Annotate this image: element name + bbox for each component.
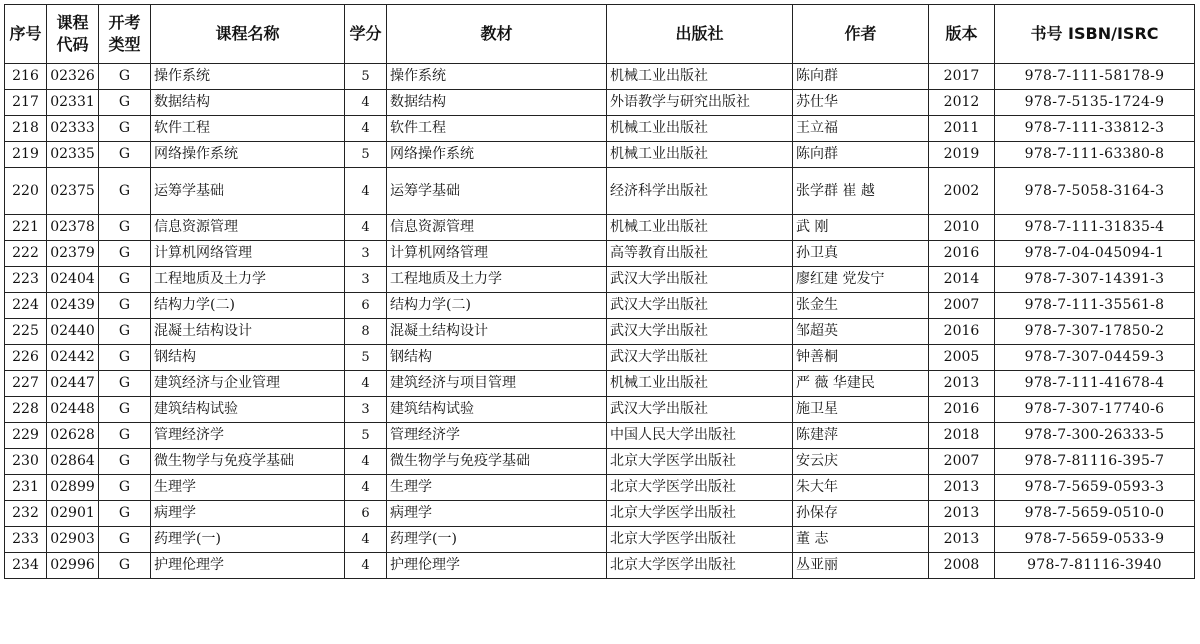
cell-credit: 4 xyxy=(345,449,387,475)
cell-code: 02901 xyxy=(47,501,99,527)
table-row xyxy=(5,475,1195,501)
cell-publisher: 武汉大学出版社 xyxy=(607,267,793,293)
table-row xyxy=(5,397,1195,423)
cell-isbn: 978-7-111-35561-8 xyxy=(995,293,1195,319)
cell-credit: 4 xyxy=(345,475,387,501)
cell-author: 王立福 xyxy=(793,116,929,142)
cell-edition: 2016 xyxy=(929,397,995,423)
cell-publisher: 经济科学出版社 xyxy=(607,168,793,215)
cell-edition: 2008 xyxy=(929,553,995,579)
cell-publisher: 中国人民大学出版社 xyxy=(607,423,793,449)
table-row xyxy=(5,90,1195,116)
cell-credit: 5 xyxy=(345,142,387,168)
cell-seq: 225 xyxy=(5,319,47,345)
cell-author: 苏仕华 xyxy=(793,90,929,116)
cell-edition: 2011 xyxy=(929,116,995,142)
cell-exam-type: G xyxy=(99,116,151,142)
cell-isbn: 978-7-111-33812-3 xyxy=(995,116,1195,142)
cell-author: 张金生 xyxy=(793,293,929,319)
table-row xyxy=(5,345,1195,371)
cell-exam-type: G xyxy=(99,90,151,116)
cell-code: 02335 xyxy=(47,142,99,168)
cell-author: 张学群 崔 越 xyxy=(793,168,929,215)
cell-textbook: 混凝土结构设计 xyxy=(387,319,607,345)
cell-textbook: 计算机网络管理 xyxy=(387,241,607,267)
cell-code: 02326 xyxy=(47,64,99,90)
cell-edition: 2012 xyxy=(929,90,995,116)
cell-author: 朱大年 xyxy=(793,475,929,501)
cell-credit: 4 xyxy=(345,553,387,579)
cell-author: 施卫星 xyxy=(793,397,929,423)
cell-seq: 219 xyxy=(5,142,47,168)
cell-isbn: 978-7-111-63380-8 xyxy=(995,142,1195,168)
cell-exam-type: G xyxy=(99,64,151,90)
course-table-container xyxy=(4,4,1195,579)
header-edition: 版本 xyxy=(929,5,995,64)
cell-publisher: 机械工业出版社 xyxy=(607,142,793,168)
cell-exam-type: G xyxy=(99,397,151,423)
cell-exam-type: G xyxy=(99,449,151,475)
cell-seq: 217 xyxy=(5,90,47,116)
header-code-line1: 课程 xyxy=(56,13,89,32)
cell-exam-type: G xyxy=(99,553,151,579)
cell-publisher: 武汉大学出版社 xyxy=(607,319,793,345)
cell-publisher: 外语教学与研究出版社 xyxy=(607,90,793,116)
cell-course-name: 建筑经济与企业管理 xyxy=(151,371,345,397)
cell-exam-type: G xyxy=(99,423,151,449)
cell-course-name: 网络操作系统 xyxy=(151,142,345,168)
cell-textbook: 运筹学基础 xyxy=(387,168,607,215)
cell-author: 陈向群 xyxy=(793,64,929,90)
cell-course-name: 生理学 xyxy=(151,475,345,501)
cell-code: 02378 xyxy=(47,215,99,241)
table-row xyxy=(5,371,1195,397)
header-exam-type-line2: 类型 xyxy=(108,35,141,54)
cell-edition: 2010 xyxy=(929,215,995,241)
cell-credit: 5 xyxy=(345,345,387,371)
cell-course-name: 操作系统 xyxy=(151,64,345,90)
cell-code: 02439 xyxy=(47,293,99,319)
table-row xyxy=(5,293,1195,319)
cell-seq: 222 xyxy=(5,241,47,267)
cell-textbook: 网络操作系统 xyxy=(387,142,607,168)
cell-code: 02440 xyxy=(47,319,99,345)
cell-edition: 2013 xyxy=(929,475,995,501)
cell-course-name: 微生物学与免疫学基础 xyxy=(151,449,345,475)
cell-code: 02996 xyxy=(47,553,99,579)
cell-exam-type: G xyxy=(99,241,151,267)
cell-publisher: 武汉大学出版社 xyxy=(607,293,793,319)
cell-textbook: 生理学 xyxy=(387,475,607,501)
cell-edition: 2007 xyxy=(929,293,995,319)
cell-exam-type: G xyxy=(99,168,151,215)
cell-exam-type: G xyxy=(99,371,151,397)
cell-edition: 2016 xyxy=(929,241,995,267)
cell-code: 02333 xyxy=(47,116,99,142)
cell-course-name: 药理学(一) xyxy=(151,527,345,553)
cell-isbn: 978-7-04-045094-1 xyxy=(995,241,1195,267)
cell-exam-type: G xyxy=(99,475,151,501)
cell-exam-type: G xyxy=(99,501,151,527)
cell-edition: 2018 xyxy=(929,423,995,449)
cell-author: 安云庆 xyxy=(793,449,929,475)
cell-credit: 4 xyxy=(345,168,387,215)
table-row xyxy=(5,423,1195,449)
cell-credit: 4 xyxy=(345,90,387,116)
cell-code: 02903 xyxy=(47,527,99,553)
cell-credit: 5 xyxy=(345,423,387,449)
cell-exam-type: G xyxy=(99,267,151,293)
cell-textbook: 建筑结构试验 xyxy=(387,397,607,423)
header-code-line2: 代码 xyxy=(56,35,89,54)
cell-textbook: 软件工程 xyxy=(387,116,607,142)
cell-seq: 233 xyxy=(5,527,47,553)
cell-edition: 2014 xyxy=(929,267,995,293)
cell-exam-type: G xyxy=(99,345,151,371)
cell-edition: 2005 xyxy=(929,345,995,371)
cell-credit: 4 xyxy=(345,527,387,553)
course-textbook-table xyxy=(4,4,1195,579)
table-row xyxy=(5,553,1195,579)
cell-isbn: 978-7-81116-395-7 xyxy=(995,449,1195,475)
cell-publisher: 机械工业出版社 xyxy=(607,116,793,142)
cell-textbook: 建筑经济与项目管理 xyxy=(387,371,607,397)
table-row xyxy=(5,501,1195,527)
cell-seq: 232 xyxy=(5,501,47,527)
cell-code: 02379 xyxy=(47,241,99,267)
cell-isbn: 978-7-111-58178-9 xyxy=(995,64,1195,90)
cell-isbn: 978-7-307-14391-3 xyxy=(995,267,1195,293)
cell-course-name: 钢结构 xyxy=(151,345,345,371)
cell-course-name: 结构力学(二) xyxy=(151,293,345,319)
cell-credit: 3 xyxy=(345,241,387,267)
cell-textbook: 数据结构 xyxy=(387,90,607,116)
cell-publisher: 机械工业出版社 xyxy=(607,64,793,90)
cell-textbook: 病理学 xyxy=(387,501,607,527)
cell-seq: 231 xyxy=(5,475,47,501)
cell-course-name: 信息资源管理 xyxy=(151,215,345,241)
cell-publisher: 北京大学医学出版社 xyxy=(607,449,793,475)
cell-textbook: 工程地质及土力学 xyxy=(387,267,607,293)
table-row xyxy=(5,215,1195,241)
cell-seq: 226 xyxy=(5,345,47,371)
cell-seq: 216 xyxy=(5,64,47,90)
cell-author: 钟善桐 xyxy=(793,345,929,371)
cell-course-name: 管理经济学 xyxy=(151,423,345,449)
cell-seq: 234 xyxy=(5,553,47,579)
cell-isbn: 978-7-300-26333-5 xyxy=(995,423,1195,449)
cell-seq: 229 xyxy=(5,423,47,449)
cell-edition: 2007 xyxy=(929,449,995,475)
cell-code: 02447 xyxy=(47,371,99,397)
cell-course-name: 运筹学基础 xyxy=(151,168,345,215)
cell-course-name: 混凝土结构设计 xyxy=(151,319,345,345)
cell-code: 02448 xyxy=(47,397,99,423)
cell-course-name: 建筑结构试验 xyxy=(151,397,345,423)
cell-edition: 2019 xyxy=(929,142,995,168)
cell-code: 02864 xyxy=(47,449,99,475)
cell-exam-type: G xyxy=(99,293,151,319)
cell-publisher: 武汉大学出版社 xyxy=(607,345,793,371)
cell-isbn: 978-7-307-04459-3 xyxy=(995,345,1195,371)
cell-code: 02375 xyxy=(47,168,99,215)
cell-credit: 6 xyxy=(345,293,387,319)
cell-isbn: 978-7-5659-0593-3 xyxy=(995,475,1195,501)
cell-publisher: 北京大学医学出版社 xyxy=(607,475,793,501)
cell-credit: 6 xyxy=(345,501,387,527)
cell-publisher: 武汉大学出版社 xyxy=(607,397,793,423)
cell-seq: 228 xyxy=(5,397,47,423)
cell-exam-type: G xyxy=(99,215,151,241)
cell-exam-type: G xyxy=(99,527,151,553)
cell-edition: 2013 xyxy=(929,501,995,527)
cell-credit: 4 xyxy=(345,371,387,397)
cell-author: 严 薇 华建民 xyxy=(793,371,929,397)
cell-publisher: 高等教育出版社 xyxy=(607,241,793,267)
header-publisher: 出版社 xyxy=(607,5,793,64)
cell-course-name: 病理学 xyxy=(151,501,345,527)
cell-isbn: 978-7-5135-1724-9 xyxy=(995,90,1195,116)
cell-textbook: 微生物学与免疫学基础 xyxy=(387,449,607,475)
header-textbook: 教材 xyxy=(387,5,607,64)
cell-publisher: 北京大学医学出版社 xyxy=(607,527,793,553)
cell-isbn: 978-7-5659-0533-9 xyxy=(995,527,1195,553)
cell-credit: 3 xyxy=(345,397,387,423)
cell-credit: 3 xyxy=(345,267,387,293)
cell-exam-type: G xyxy=(99,319,151,345)
cell-author: 丛亚丽 xyxy=(793,553,929,579)
cell-seq: 218 xyxy=(5,116,47,142)
cell-author: 陈建萍 xyxy=(793,423,929,449)
cell-publisher: 机械工业出版社 xyxy=(607,215,793,241)
table-row xyxy=(5,267,1195,293)
table-row xyxy=(5,116,1195,142)
cell-isbn: 978-7-111-41678-4 xyxy=(995,371,1195,397)
cell-credit: 4 xyxy=(345,215,387,241)
cell-course-name: 计算机网络管理 xyxy=(151,241,345,267)
cell-textbook: 结构力学(二) xyxy=(387,293,607,319)
cell-edition: 2002 xyxy=(929,168,995,215)
cell-author: 武 刚 xyxy=(793,215,929,241)
cell-isbn: 978-7-307-17740-6 xyxy=(995,397,1195,423)
cell-code: 02628 xyxy=(47,423,99,449)
cell-code: 02404 xyxy=(47,267,99,293)
header-credit: 学分 xyxy=(345,5,387,64)
table-row xyxy=(5,319,1195,345)
header-isbn: 书号 ISBN/ISRC xyxy=(995,5,1195,64)
cell-textbook: 药理学(一) xyxy=(387,527,607,553)
cell-author: 孙保存 xyxy=(793,501,929,527)
header-seq: 序号 xyxy=(5,5,47,64)
cell-credit: 5 xyxy=(345,64,387,90)
cell-isbn: 978-7-5659-0510-0 xyxy=(995,501,1195,527)
cell-exam-type: G xyxy=(99,142,151,168)
cell-textbook: 护理伦理学 xyxy=(387,553,607,579)
cell-author: 董 志 xyxy=(793,527,929,553)
table-row xyxy=(5,449,1195,475)
cell-author: 孙卫真 xyxy=(793,241,929,267)
table-row xyxy=(5,168,1195,215)
cell-seq: 224 xyxy=(5,293,47,319)
cell-code: 02899 xyxy=(47,475,99,501)
cell-seq: 230 xyxy=(5,449,47,475)
cell-author: 廖红建 党发宁 xyxy=(793,267,929,293)
cell-publisher: 机械工业出版社 xyxy=(607,371,793,397)
cell-publisher: 北京大学医学出版社 xyxy=(607,501,793,527)
cell-isbn: 978-7-5058-3164-3 xyxy=(995,168,1195,215)
cell-course-name: 数据结构 xyxy=(151,90,345,116)
cell-author: 陈向群 xyxy=(793,142,929,168)
table-row xyxy=(5,527,1195,553)
cell-course-name: 护理伦理学 xyxy=(151,553,345,579)
cell-course-name: 工程地质及土力学 xyxy=(151,267,345,293)
cell-edition: 2017 xyxy=(929,64,995,90)
header-course-name: 课程名称 xyxy=(151,5,345,64)
cell-code: 02331 xyxy=(47,90,99,116)
cell-isbn: 978-7-307-17850-2 xyxy=(995,319,1195,345)
cell-course-name: 软件工程 xyxy=(151,116,345,142)
cell-publisher: 北京大学医学出版社 xyxy=(607,553,793,579)
cell-edition: 2016 xyxy=(929,319,995,345)
cell-seq: 227 xyxy=(5,371,47,397)
cell-isbn: 978-7-81116-3940 xyxy=(995,553,1195,579)
table-row xyxy=(5,142,1195,168)
table-row xyxy=(5,241,1195,267)
cell-credit: 4 xyxy=(345,116,387,142)
cell-credit: 8 xyxy=(345,319,387,345)
cell-code: 02442 xyxy=(47,345,99,371)
header-row xyxy=(5,5,1195,64)
header-exam-type-line1: 开考 xyxy=(108,13,141,32)
cell-edition: 2013 xyxy=(929,371,995,397)
cell-textbook: 钢结构 xyxy=(387,345,607,371)
cell-seq: 223 xyxy=(5,267,47,293)
header-code xyxy=(47,5,99,64)
header-exam-type xyxy=(99,5,151,64)
cell-seq: 220 xyxy=(5,168,47,215)
cell-seq: 221 xyxy=(5,215,47,241)
cell-isbn: 978-7-111-31835-4 xyxy=(995,215,1195,241)
cell-textbook: 管理经济学 xyxy=(387,423,607,449)
table-row xyxy=(5,64,1195,90)
header-author: 作者 xyxy=(793,5,929,64)
cell-edition: 2013 xyxy=(929,527,995,553)
cell-author: 邹超英 xyxy=(793,319,929,345)
cell-textbook: 信息资源管理 xyxy=(387,215,607,241)
cell-textbook: 操作系统 xyxy=(387,64,607,90)
